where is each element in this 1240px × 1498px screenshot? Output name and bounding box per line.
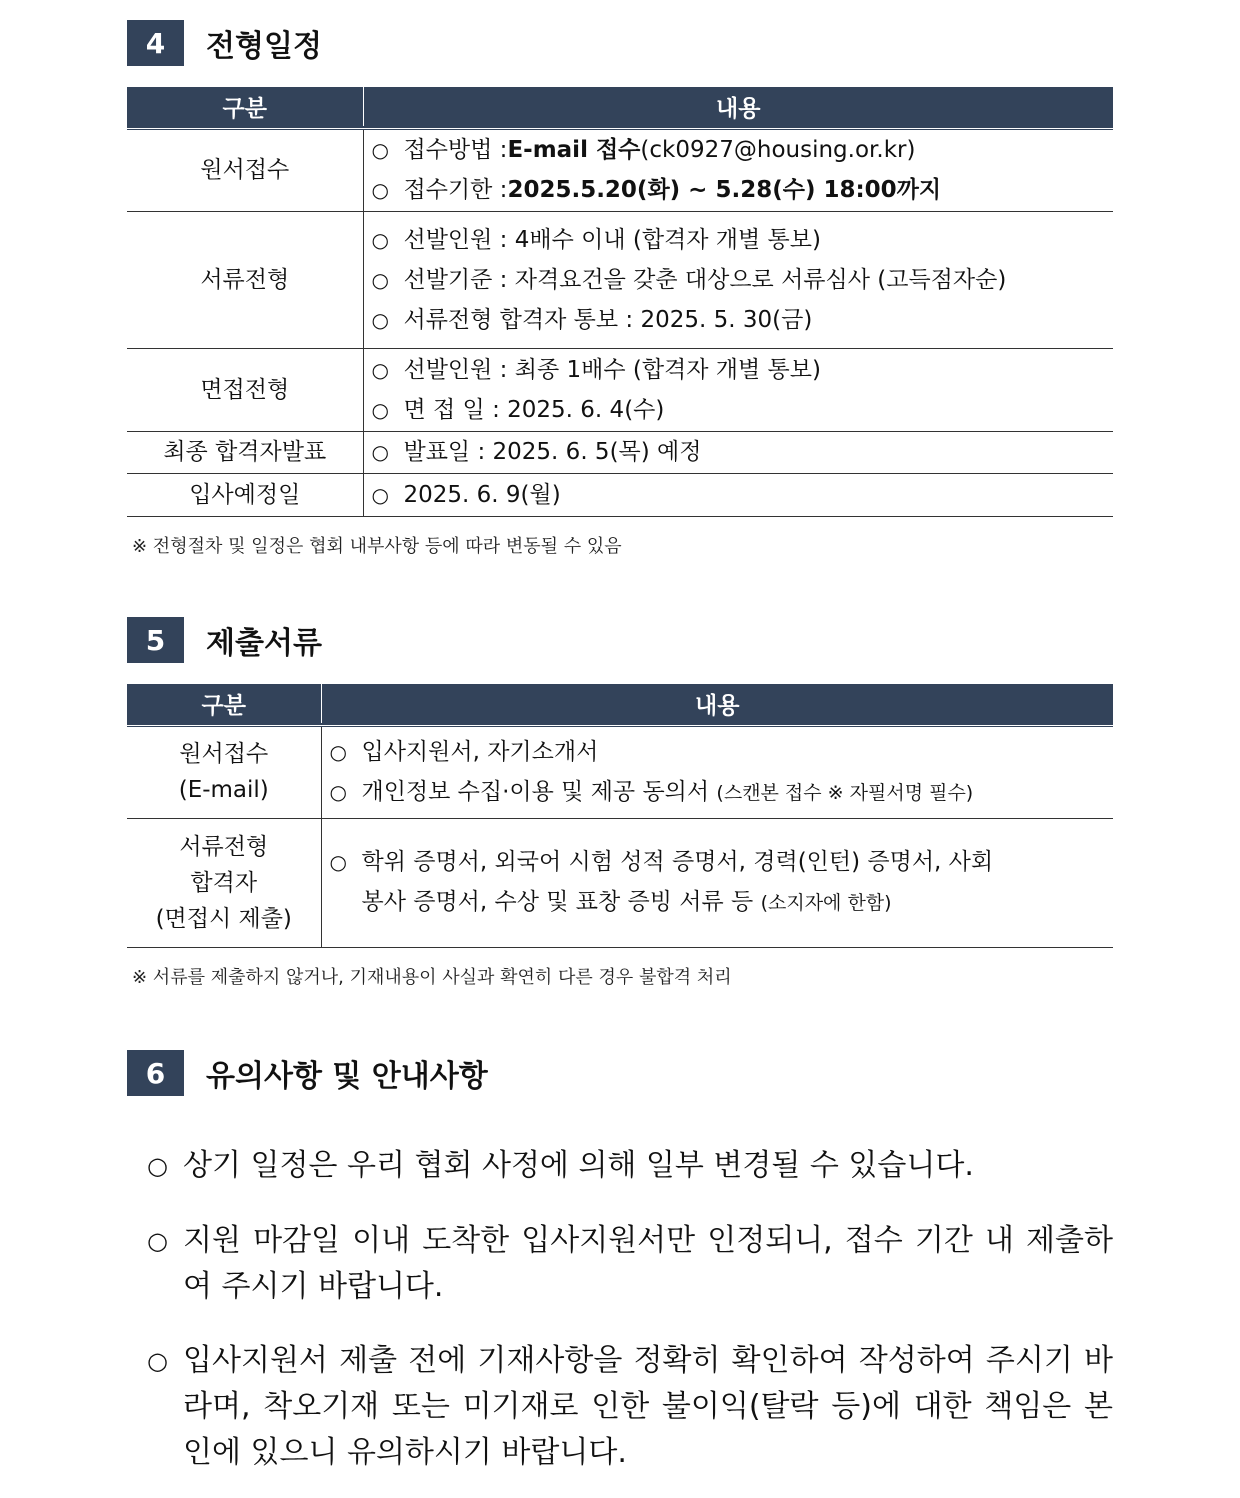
row-content — [363, 211, 1113, 348]
table-row — [127, 818, 1113, 947]
table-header-category: 구분 — [127, 87, 363, 128]
bullet-icon: ○ — [147, 1347, 168, 1375]
table-row — [127, 431, 1113, 473]
row-label: 원서접수 — [127, 128, 363, 211]
list-item-continuation: 봉사 증명서, 수상 및 표창 증빙 서류 등 (소지자에 한함) — [361, 889, 892, 915]
row-label: 서류전형 합격자 (면접시 제출) — [127, 818, 321, 947]
bullet-icon: ○ — [371, 138, 389, 163]
row-label: 입사예정일 — [127, 473, 363, 516]
notice-item: ○ 입사지원서 제출 전에 기재사항을 정확히 확인하여 작성하여 주시기 바라며, 착오기재 또는 미기재로 인한 불이익(탈락 등)에 대한 책임은 본인에 있으니 유의하시기 바랍니다. — [147, 1338, 1113, 1476]
section-notices — [127, 1050, 1113, 1490]
table-row — [127, 128, 1113, 211]
row-content — [363, 431, 1113, 473]
table-header-content: 내용 — [321, 684, 1113, 725]
table-header-category: 구분 — [127, 684, 321, 725]
schedule-table — [127, 87, 1113, 517]
schedule-note: ※ 전형절차 및 일정은 협회 내부사항 등에 따라 변동될 수 있음 — [132, 536, 622, 557]
bullet-icon: ○ — [371, 357, 389, 382]
section-header — [127, 617, 1113, 663]
bullet-icon: ○ — [371, 307, 389, 332]
bullet-icon: ○ — [371, 178, 389, 203]
bullet-icon: ○ — [371, 397, 389, 422]
row-label: 최종 합격자발표 — [127, 431, 363, 473]
row-content — [363, 473, 1113, 516]
list-item: ○ 접수기한 : 2025.5.20(화) ~ 5.28(수) 18:00까지 — [372, 170, 1114, 210]
bullet-icon: ○ — [371, 440, 389, 464]
row-label: 면접전형 — [127, 348, 363, 431]
bullet-icon: ○ — [147, 1227, 168, 1255]
bullet-icon: ○ — [329, 739, 347, 764]
list-item: ○ 선발기준 : 자격요건을 갖춘 대상으로 서류심사 (고득점자순) — [372, 260, 1114, 300]
table-row — [127, 725, 1113, 818]
section-number: 5 — [127, 617, 184, 663]
documents-table — [127, 684, 1113, 948]
list-item: ○ 서류전형 합격자 통보 : 2025. 5. 30(금) — [372, 300, 1114, 340]
row-content — [363, 128, 1113, 211]
documents-note: ※ 서류를 제출하지 않거나, 기재내용이 사실과 확연히 다른 경우 불합격 처리 — [132, 967, 732, 988]
row-content — [321, 818, 1113, 947]
bullet-icon: ○ — [371, 482, 389, 507]
row-label: 원서접수 (E-mail) — [127, 725, 321, 818]
notice-item: ○ 상기 일정은 우리 협회 사정에 의해 일부 변경될 수 있습니다. — [147, 1143, 1113, 1189]
row-content — [363, 348, 1113, 431]
section-header — [127, 20, 1113, 66]
section-title: 전형일정 — [206, 29, 322, 64]
list-item: ○ 입사지원서, 자기소개서 — [330, 732, 1114, 772]
notice-item: ○ 지원 마감일 이내 도착한 입사지원서만 인정되니, 접수 기간 내 제출하여 주시기 바랍니다. — [147, 1218, 1113, 1310]
section-header — [127, 1050, 1113, 1096]
bullet-icon: ○ — [147, 1152, 168, 1180]
bullet-icon: ○ — [371, 227, 389, 252]
bullet-icon: ○ — [329, 779, 347, 804]
row-label: 서류전형 — [127, 211, 363, 348]
section-title: 유의사항 및 안내사항 — [206, 1059, 488, 1094]
bullet-icon: ○ — [329, 850, 347, 874]
section-title: 제출서류 — [206, 626, 322, 661]
list-item: ○ 접수방법 : E-mail 접수 (ck0927@housing.or.kr) — [372, 130, 1114, 170]
list-item: ○ 선발인원 : 최종 1배수 (합격자 개별 통보) — [372, 350, 1114, 390]
table-row — [127, 473, 1113, 516]
list-item: ○ 선발인원 : 4배수 이내 (합격자 개별 통보) — [372, 220, 1114, 260]
list-item: ○ 면 접 일 : 2025. 6. 4(수) — [372, 390, 1114, 430]
section-documents — [127, 617, 1113, 988]
list-item: ○ 발표일 : 2025. 6. 5(목) 예정 — [372, 432, 1114, 472]
list-item: ○ 학위 증명서, 외국어 시험 성적 증명서, 경력(인턴) 증명서, 사회 — [330, 842, 1114, 882]
table-row — [127, 348, 1113, 431]
list-item: ○ 개인정보 수집·이용 및 제공 동의서 (스캔본 접수 ※ 자필서명 필수) — [330, 772, 1114, 813]
list-item: ○ 2025. 6. 9(월) — [372, 475, 1114, 515]
section-number: 6 — [127, 1050, 184, 1096]
table-row — [127, 211, 1113, 348]
bullet-icon: ○ — [371, 267, 389, 292]
section-number: 4 — [127, 20, 184, 66]
table-header-content: 내용 — [363, 87, 1113, 128]
row-content — [321, 725, 1113, 818]
section-schedule — [127, 20, 1113, 557]
